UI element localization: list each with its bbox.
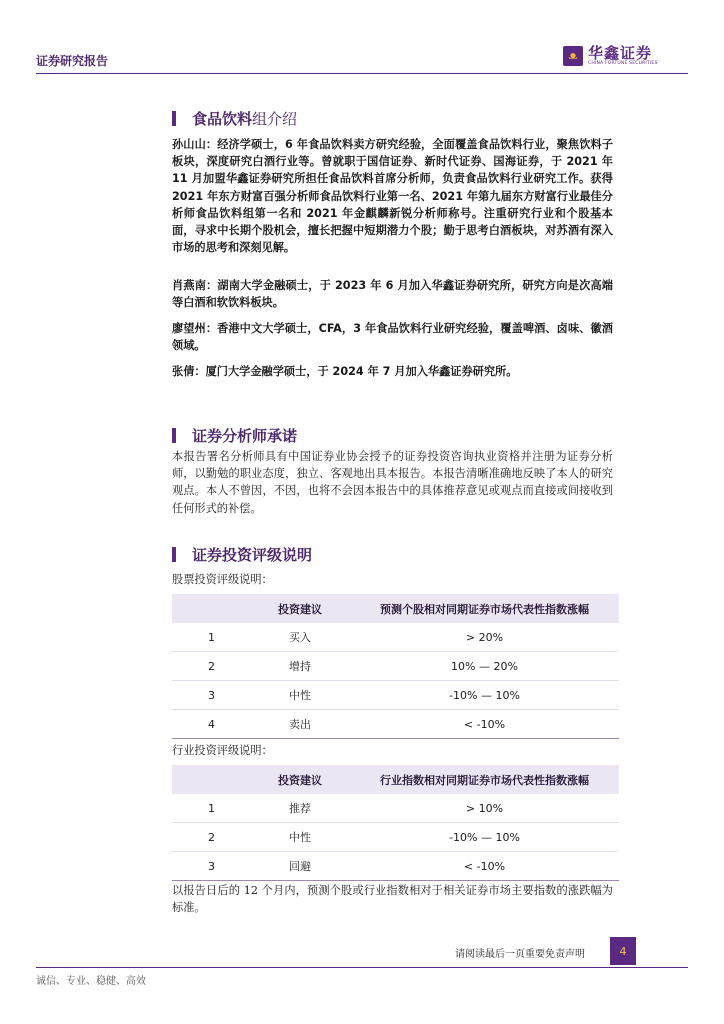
rating-label: 中性: [250, 823, 350, 852]
logo-name-en: CHINA FORTUNE SECURITIES: [588, 61, 658, 66]
commitment-section-title: 证券分析师承诺: [172, 425, 297, 446]
table-header-cell: [172, 765, 250, 794]
member-name: 肖燕南：: [172, 279, 218, 292]
table-header-row: [172, 594, 619, 623]
table-header-cell: 预测个股相对同期证券市场代表性指数涨幅: [350, 594, 619, 623]
stock-rating-caption: 股票投资评级说明：: [172, 573, 273, 586]
table-row: [172, 710, 619, 739]
member-description: 香港中文大学硕士，CFA，3 年食品饮料行业研究经验，覆盖啤酒、卤味、徽酒领域。: [172, 322, 613, 353]
industry-rating-caption: 行业投资评级说明：: [172, 744, 273, 757]
member-description: 湖南大学金融硕士，于 2023 年 6 月加入华鑫证券研究所，研究方向是次高端等白酒和软饮料板块。: [172, 279, 613, 310]
row-index: 1: [172, 794, 250, 823]
rating-range: -10% — 10%: [350, 823, 619, 852]
rating-range: 10% — 20%: [350, 652, 619, 681]
rating-section-title: 证券投资评级说明: [172, 544, 312, 565]
rating-range: > 10%: [350, 794, 619, 823]
stock-rating-table: [172, 594, 619, 739]
member-bio: [172, 363, 613, 380]
team-section-title: [172, 108, 297, 129]
row-index: 1: [172, 623, 250, 652]
row-index: 2: [172, 823, 250, 852]
table-header-cell: 投资建议: [250, 594, 350, 623]
rating-note: 以报告日后的 12 个月内，预测个股或行业指数相对于相关证券市场主要指数的涨跌幅为标准。: [172, 884, 613, 915]
table-header-cell: 行业指数相对同期证券市场代表性指数涨幅: [350, 765, 619, 794]
rating-label: 推荐: [250, 794, 350, 823]
row-index: 3: [172, 681, 250, 710]
table-header-cell: [172, 594, 250, 623]
rating-label: 中性: [250, 681, 350, 710]
section-marker: [172, 111, 176, 126]
rating-range: < -10%: [350, 852, 619, 881]
rating-label: 回避: [250, 852, 350, 881]
rating-range: < -10%: [350, 710, 619, 739]
member-name: 孙山山：: [172, 138, 218, 151]
team-title-rest: 组介绍: [252, 110, 298, 128]
member-name: 廖望州：: [172, 322, 218, 335]
team-title-bold: 食品饮料: [192, 110, 253, 128]
footer-divider: [36, 967, 688, 968]
logo-name-cn: 华鑫证券: [588, 44, 653, 62]
section-marker: [172, 428, 176, 443]
report-type-label: 证券研究报告: [36, 54, 109, 68]
member-description: 厦门大学金融学硕士，于 2024 年 7 月加入华鑫证券研究所。: [205, 365, 518, 378]
page-number: 4: [610, 937, 636, 965]
member-bio: [172, 277, 613, 311]
disclaimer-note: 请阅读最后一页重要免责声明: [455, 949, 585, 960]
table-row: [172, 794, 619, 823]
table-row: [172, 681, 619, 710]
rating-range: > 20%: [350, 623, 619, 652]
table-row: [172, 652, 619, 681]
member-name: 张倩：: [172, 365, 206, 378]
company-logo: [563, 45, 658, 66]
row-index: 2: [172, 652, 250, 681]
industry-rating-table: [172, 765, 619, 881]
table-header-cell: 投资建议: [250, 765, 350, 794]
rating-range: -10% — 10%: [350, 681, 619, 710]
member-description: 经济学硕士，6 年食品饮料卖方研究经验，全面覆盖食品饮料行业，聚焦饮料子板块，深度研究白酒行业等。曾就职于国信证券、新时代证券、国海证券，于 2021 年 11 月加盟华鑫证券研究所担任食品饮料首席分析师，负责食品饮料行业研究工作。获得 2021 年东方财富百强分析师食品饮料行业第一名、2021 年第九届东方财富行业最佳分析师食品饮料组第一名和 2021 年金麒麟新锐分析师称号。注重研究行业和个股基本面，寻求中长期个股机会，擅长把握中短期潜力个股；勤于思考白酒板块，对苏酒有深入市场的思考和深刻见解。: [172, 138, 613, 255]
logo-icon: ᴥ: [563, 46, 583, 66]
section-marker: [172, 547, 176, 562]
rating-label: 增持: [250, 652, 350, 681]
rating-label: 买入: [250, 623, 350, 652]
table-row: [172, 852, 619, 881]
table-header-row: [172, 765, 619, 794]
commitment-text: 本报告署名分析师具有中国证券业协会授予的证券投资咨询执业资格并注册为证券分析师，以勤勉的职业态度，独立、客观地出具本报告。本报告清晰准确地反映了本人的研究观点。本人不曾因，不因，也将不会因本报告中的具体推荐意见或观点而直接或间接收到任何形式的补偿。: [172, 450, 613, 515]
row-index: 3: [172, 852, 250, 881]
table-row: [172, 823, 619, 852]
table-row: [172, 623, 619, 652]
header-divider: [36, 73, 688, 74]
rating-label: 卖出: [250, 710, 350, 739]
company-slogan: 诚信、专业、稳健、高效: [36, 976, 146, 987]
member-bio: [172, 320, 613, 354]
row-index: 4: [172, 710, 250, 739]
member-bio: [172, 136, 613, 256]
